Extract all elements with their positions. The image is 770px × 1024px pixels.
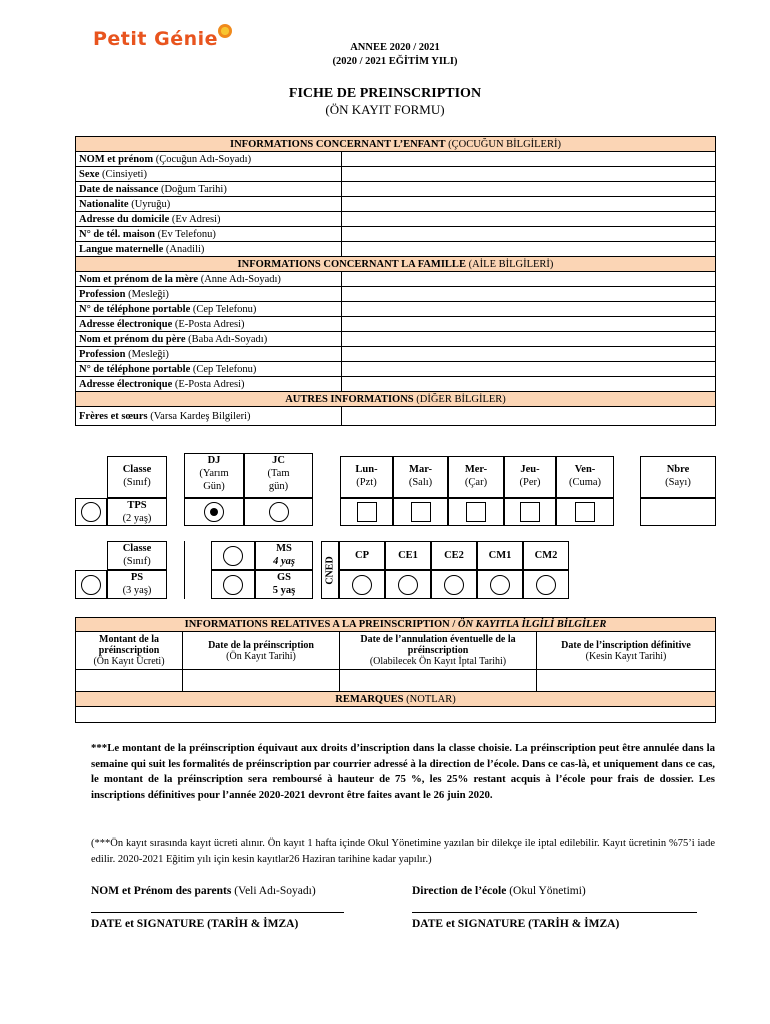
dj-header: DJ (Yarım Gün) [184, 453, 244, 498]
parents-signature-line[interactable] [91, 912, 344, 913]
table-row: Nom et prénom du père (Baba Adı-Soyadı) [76, 332, 716, 347]
tps-label: TPS (2 yaş) [107, 498, 167, 526]
jc-radio[interactable] [269, 502, 289, 522]
other-section-heading: AUTRES INFORMATIONS (DİĞER BİLGİLER) [76, 392, 716, 407]
day-fri-box[interactable] [556, 498, 614, 526]
field-input[interactable] [342, 272, 716, 287]
table-row: Nationalite (Uyruğu) [76, 197, 716, 212]
flower-logo-icon [218, 24, 232, 38]
parents-name-label: NOM et Prénom des parents (Veli Adı-Soyadı) [91, 885, 316, 897]
day-mon: Lun- (Pzt) [340, 456, 393, 498]
day-thu: Jeu- (Per) [504, 456, 556, 498]
day-tue-box[interactable] [393, 498, 448, 526]
date-signature-left: DATE et SIGNATURE (TARİH & İMZA) [91, 918, 299, 930]
field-input[interactable] [342, 302, 716, 317]
checkbox-fri[interactable] [575, 502, 595, 522]
checkbox-wed[interactable] [466, 502, 486, 522]
table-row: N° de tél. maison (Ev Telefonu) [76, 227, 716, 242]
date-pre-input[interactable] [183, 670, 340, 692]
field-input[interactable] [342, 362, 716, 377]
field-input[interactable] [342, 212, 716, 227]
ms-radio[interactable] [223, 546, 243, 566]
classe-header: Classe (Sınıf) [107, 456, 167, 498]
field-input[interactable] [342, 317, 716, 332]
classe-header-2: Classe (Sınıf) [107, 541, 167, 570]
field-input[interactable] [342, 377, 716, 392]
field-input[interactable] [342, 182, 716, 197]
form-title: FICHE DE PREINSCRIPTION [288, 86, 482, 101]
table-row: N° de téléphone portable (Cep Telefonu) [76, 362, 716, 377]
gs-label: GS 5 yaş [255, 570, 313, 599]
day-thu-box[interactable] [504, 498, 556, 526]
field-input[interactable] [342, 332, 716, 347]
ce1-option[interactable] [385, 570, 431, 599]
child-section-heading: INFORMATIONS CONCERNANT L’ENFANT (ÇOCUĞUN BİLGİLERİ) [76, 137, 716, 152]
nbre-header: Nbre (Sayı) [640, 456, 716, 498]
ce1-radio[interactable] [398, 575, 418, 595]
col-montant: Montant de la préinscription (Ön Kayıt Ücreti) [76, 632, 183, 670]
table-row: Adresse électronique (E-Posta Adresi) [76, 377, 716, 392]
col-date-annulation: Date de l’annulation éventuelle de la préinscription (Olabilecek Ön Kayıt İptal Tarihi) [340, 632, 537, 670]
remarks-input[interactable] [76, 707, 716, 723]
cm2-radio[interactable] [536, 575, 556, 595]
cm2-option[interactable] [523, 570, 569, 599]
note-fr: ***Le montant de la préinscription équivaut aux droits d’inscription dans la classe choisie. La préinscription peut être annulée dans la semaine qui suit les formalités de préinscription par courrier adressé à la direction de l’école. Dans ce cas-là, et uniquement dans ce cas, le montant de la préinscription sera remboursé à hauteur de 75 %, les 25% restant acquis à l’école pour frais de dossier. Les inscriptions définitives pour l’année 2020-2021 devront être faites avant le 26 juin 2020. [91, 742, 715, 801]
cm1-label: CM1 [477, 541, 523, 570]
cm1-option[interactable] [477, 570, 523, 599]
form-subtitle: (ÖN KAYIT FORMU) [325, 102, 445, 117]
table-row: Langue maternelle (Anadili) [76, 242, 716, 257]
school-year: ANNEE 2020 / 2021 [350, 42, 440, 53]
ce2-label: CE2 [431, 541, 477, 570]
cm1-radio[interactable] [490, 575, 510, 595]
preinscription-heading: INFORMATIONS RELATIVES A LA PREINSCRIPTION / ÖN KAYITLA İLGİLİ BİLGİLER [76, 618, 716, 632]
day-wed-box[interactable] [448, 498, 504, 526]
tps-circle-cell[interactable] [75, 498, 107, 526]
field-input[interactable] [342, 227, 716, 242]
ps-label: PS (3 yaş) [107, 570, 167, 599]
dj-radio-selected[interactable] [204, 502, 224, 522]
ms-label: MS 4 yaş [255, 541, 313, 570]
remarks-heading: REMARQUES (NOTLAR) [76, 692, 716, 707]
field-input[interactable] [342, 407, 716, 426]
table-row: Sexe (Cinsiyeti) [76, 167, 716, 182]
checkbox-tue[interactable] [411, 502, 431, 522]
ps-circle-cell[interactable] [75, 570, 107, 599]
gs-option[interactable] [211, 570, 255, 599]
field-input[interactable] [342, 167, 716, 182]
jc-option[interactable] [244, 498, 313, 526]
gs-radio[interactable] [223, 575, 243, 595]
dj-option[interactable] [184, 498, 244, 526]
field-input[interactable] [342, 242, 716, 257]
field-input[interactable] [342, 152, 716, 167]
ce2-radio[interactable] [444, 575, 464, 595]
direction-label: Direction de l’école (Okul Yönetimi) [412, 885, 586, 897]
school-logo: Petit Génie [93, 28, 232, 50]
day-mon-box[interactable] [340, 498, 393, 526]
divider [184, 541, 185, 599]
note-tr: (***Ön kayıt sırasında kayıt ücreti alınır. Ön kayıt 1 hafta içinde Okul Yönetimine yazılan bir dilekçe ile iptal edilebilir. Kayıt ücretinin %75’i iade edilir. 2020-2021 Eğitim yılı için kesin kayıtlar26 Haziran tarihine kadar yapılır.) [91, 838, 715, 865]
table-row: NOM et prénom (Çocuğun Adı-Soyadı) [76, 152, 716, 167]
table-row: Adresse électronique (E-Posta Adresi) [76, 317, 716, 332]
ps-radio[interactable] [81, 575, 101, 595]
family-section-heading: INFORMATIONS CONCERNANT LA FAMILLE (AİLE BİLGİLERİ) [76, 257, 716, 272]
table-row: Frères et sœurs (Varsa Kardeş Bilgileri) [76, 407, 716, 426]
ms-option[interactable] [211, 541, 255, 570]
table-row: Nom et prénom de la mère (Anne Adı-Soyadı) [76, 272, 716, 287]
date-signature-right: DATE et SIGNATURE (TARİH & İMZA) [412, 918, 620, 930]
ce1-label: CE1 [385, 541, 431, 570]
checkbox-mon[interactable] [357, 502, 377, 522]
date-annulation-input[interactable] [340, 670, 537, 692]
field-input[interactable] [342, 197, 716, 212]
preinscription-table [75, 617, 716, 723]
cp-radio[interactable] [352, 575, 372, 595]
info-table [75, 136, 716, 426]
date-definitive-input[interactable] [537, 670, 716, 692]
cp-option[interactable] [339, 570, 385, 599]
table-row: N° de téléphone portable (Cep Telefonu) [76, 302, 716, 317]
field-input[interactable] [342, 287, 716, 302]
cned-label-cell: CNED [321, 541, 339, 599]
tps-radio[interactable] [81, 502, 101, 522]
table-row: Adresse du domicile (Ev Adresi) [76, 212, 716, 227]
cm2-label: CM2 [523, 541, 569, 570]
col-date-pre: Date de la préinscription (Ön Kayıt Tarihi) [183, 632, 340, 670]
day-tue: Mar- (Salı) [393, 456, 448, 498]
col-date-definitive: Date de l’inscription définitive (Kesin Kayıt Tarihi) [537, 632, 716, 670]
day-wed: Mer- (Çar) [448, 456, 504, 498]
table-row: Date de naissance (Doğum Tarihi) [76, 182, 716, 197]
cp-label: CP [339, 541, 385, 570]
school-year-tr: (2020 / 2021 EĞİTİM YILI) [332, 56, 458, 67]
table-row: Profession (Mesleği) [76, 287, 716, 302]
checkbox-thu[interactable] [520, 502, 540, 522]
days-header [340, 456, 614, 498]
direction-signature-line[interactable] [412, 912, 697, 913]
nbre-input[interactable] [640, 498, 716, 526]
montant-input[interactable] [76, 670, 183, 692]
field-input[interactable] [342, 347, 716, 362]
ce2-option[interactable] [431, 570, 477, 599]
jc-header: JC (Tam gün) [244, 453, 313, 498]
table-row: Profession (Mesleği) [76, 347, 716, 362]
day-fri: Ven- (Cuma) [556, 456, 614, 498]
